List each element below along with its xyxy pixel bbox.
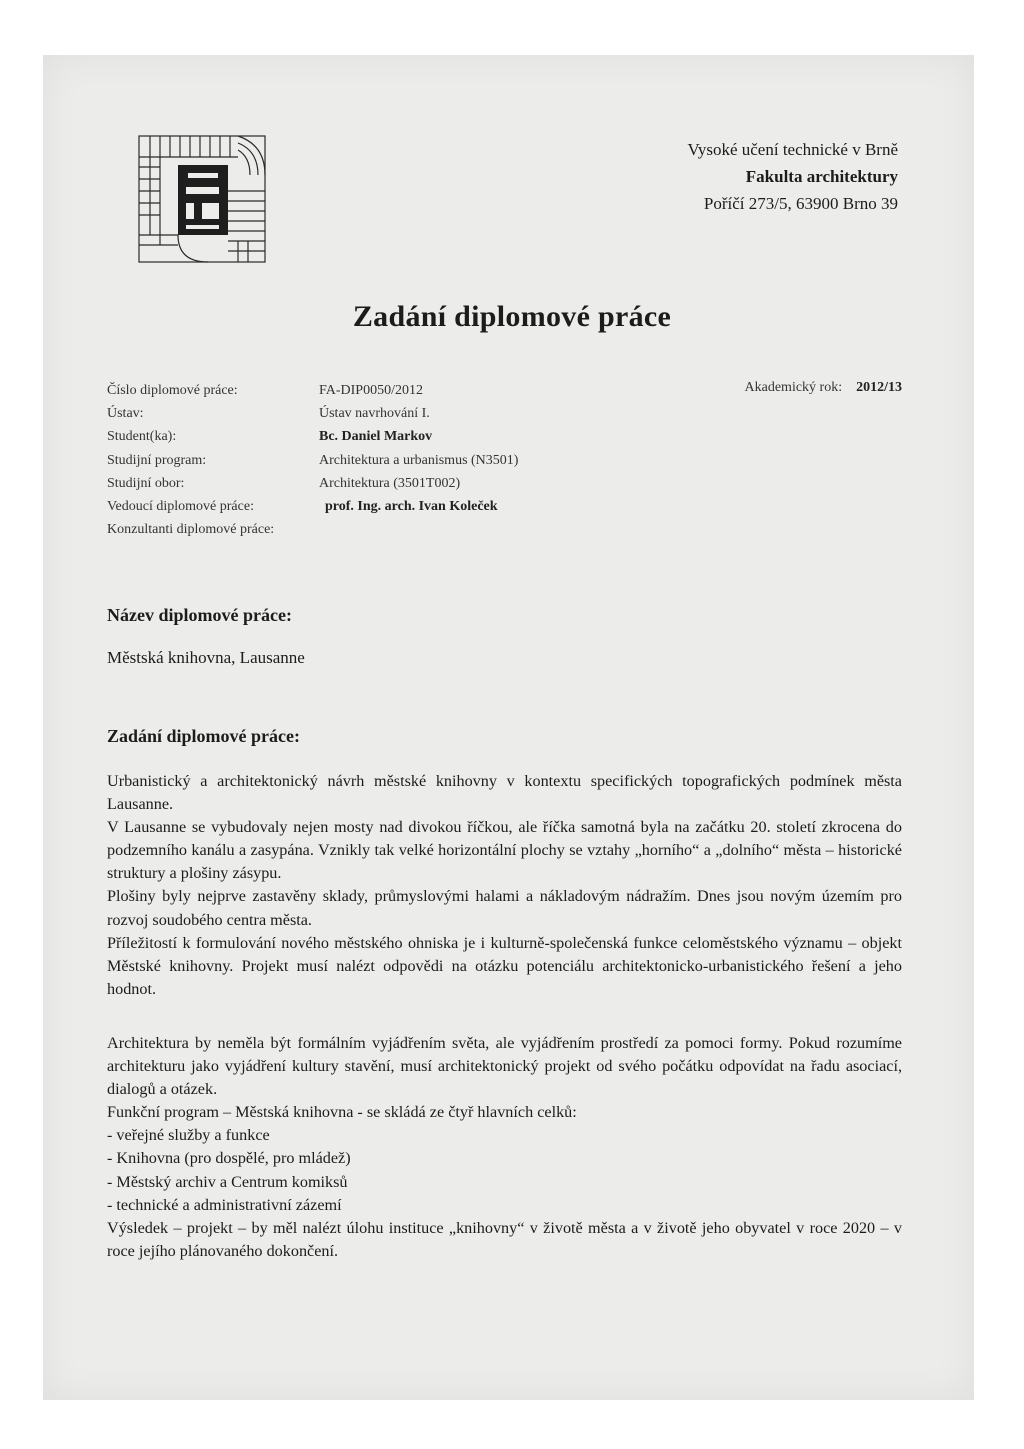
info-label: Číslo diplomové práce: bbox=[107, 383, 238, 398]
academic-year-label: Akademický rok: bbox=[744, 380, 843, 395]
info-label: Ústav: bbox=[107, 406, 144, 422]
info-row bbox=[107, 402, 518, 425]
document-title: Zadání diplomové práce bbox=[352, 300, 672, 333]
info-row bbox=[107, 472, 518, 495]
assignment-paragraph: Výsledek – projekt – by měl nalézt úlohu instituce „knihovny“ v životě města a v životě jeho obyvatel v roce 2020 – v roce jejího plánovaného dokončení. bbox=[107, 1218, 902, 1260]
info-label: Studijní program: bbox=[107, 452, 207, 468]
info-label: Vedoucí diplomové práce: bbox=[107, 499, 254, 515]
assignment-text-block-2 bbox=[107, 1032, 902, 1263]
list-item: - technické a administrativní zázemí bbox=[107, 1195, 342, 1214]
assignment-paragraph: Urbanistický a architektonický návrh městské knihovny v kontextu specifických topografických podmínek města Lausanne. bbox=[107, 772, 902, 814]
info-value: prof. Ing. arch. Ivan Koleček bbox=[325, 499, 498, 515]
assignment-paragraph: Funkční program – Městská knihovna - se skládá ze čtyř hlavních celků: bbox=[107, 1103, 577, 1122]
faculty-address: Poříčí 273/5, 63900 Brno 39 bbox=[703, 194, 898, 213]
info-row bbox=[107, 518, 518, 541]
info-label: Konzultanti diplomové práce: bbox=[107, 522, 275, 538]
info-label: Studijní obor: bbox=[107, 475, 185, 491]
info-label: Student(ka): bbox=[107, 429, 177, 445]
info-row bbox=[107, 449, 518, 472]
assignment-heading: Zadání diplomové práce: bbox=[107, 726, 301, 746]
list-item: - Knihovna (pro dospělé, pro mládež) bbox=[107, 1149, 351, 1168]
assignment-text-block-1 bbox=[107, 770, 902, 1001]
list-item: - veřejné služby a funkce bbox=[107, 1126, 270, 1145]
info-value: Bc. Daniel Markov bbox=[319, 429, 433, 445]
info-value: Architektura (3501T002) bbox=[319, 475, 461, 491]
thesis-name-heading: Název diplomové práce: bbox=[107, 605, 292, 625]
faculty-logo bbox=[138, 135, 266, 263]
info-row bbox=[107, 425, 518, 448]
assignment-paragraph: Příležitostí k formulování nového městského ohniska je i kulturně-společenská funkce celoměstského významu – objekt Městské knihovny. Projekt musí nalézt odpovědi na otázku potenciálu architektonicko-urbanistického řešení a jeho hodnot. bbox=[107, 933, 902, 998]
assignment-paragraph: Plošiny byly nejprve zastavěny sklady, průmyslovými halami a nákladovým nádražím. Dnes jsou novým územím pro rozvoj soudobého centra města. bbox=[107, 887, 902, 929]
faculty-name: Fakulta architektury bbox=[745, 167, 898, 186]
institution-header bbox=[687, 136, 898, 217]
info-row bbox=[107, 379, 518, 402]
assignment-paragraph: Architektura by neměla být formálním vyjádřením světa, ale vyjádřením prostředí za pomoci formy. Pokud rozumíme architekturu jako vyjádření kultury stavění, musí architektonický projekt od svého počátku odpovídat na řadu asociací, dialogů a otázek. bbox=[107, 1034, 902, 1099]
assignment-paragraph: V Lausanne se vybudovaly nejen mosty nad divokou říčkou, ale říčka samotná byla na začátku 20. století zkrocena do podzemního kanálu a zasypána. Vznikly tak velké horizontální plochy se vztahy „horního“ a „dolního“ města – historické struktury a plošiny zásypu. bbox=[107, 818, 902, 883]
info-row bbox=[107, 495, 518, 518]
info-value: Ústav navrhování I. bbox=[319, 406, 430, 422]
academic-year bbox=[745, 380, 902, 396]
academic-year-value: 2012/13 bbox=[856, 380, 902, 395]
info-value: FA-DIP0050/2012 bbox=[319, 383, 423, 398]
thesis-info-table bbox=[107, 379, 518, 541]
university-name: Vysoké učení technické v Brně bbox=[687, 140, 898, 159]
thesis-name: Městská knihovna, Lausanne bbox=[107, 648, 305, 667]
info-value: Architektura a urbanismus (N3501) bbox=[319, 452, 519, 468]
list-item: - Městský archiv a Centrum komiksů bbox=[107, 1172, 348, 1191]
